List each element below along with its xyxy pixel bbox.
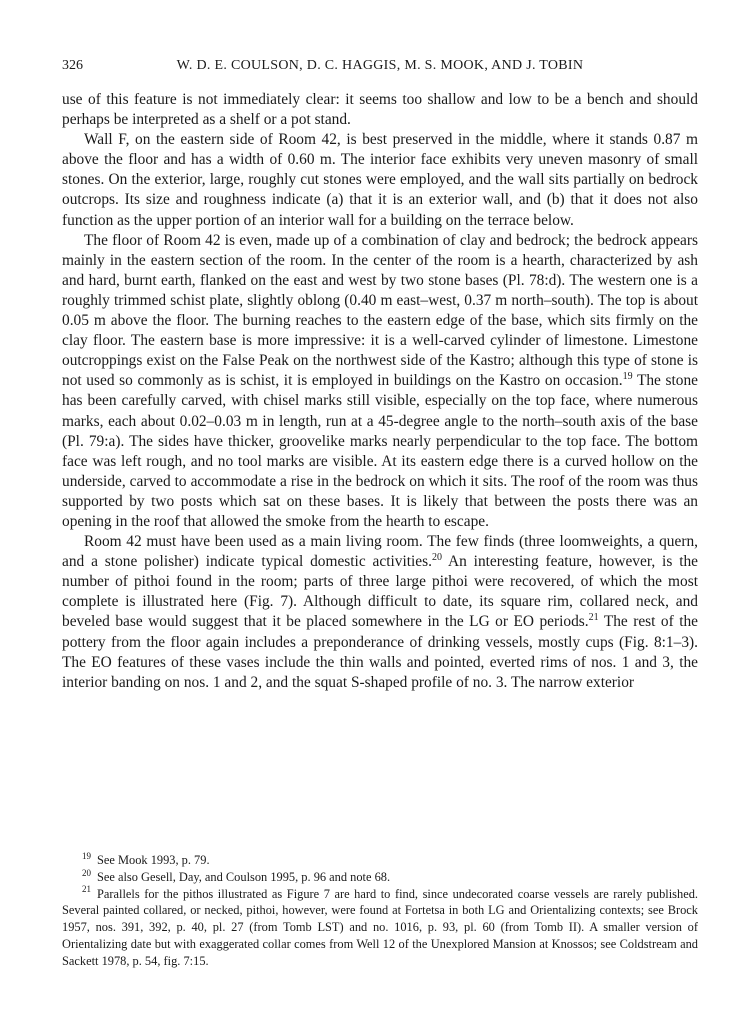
running-head-authors: W. D. E. COULSON, D. C. HAGGIS, M. S. MOOK, AND J. TOBIN [176, 58, 584, 73]
footnote-ref[interactable]: 19 [622, 371, 633, 383]
paragraph [62, 532, 698, 693]
paragraph-text: An interesting feature, however, is the number of pithoi found in the room; parts of three large pithoi were recovered, of which the most complete is illustrated here (Fig. 7). Although difficult to date, its square rim, collared neck, and beveled base would suggest that it be placed somewhere in the LG or EO periods. [62, 553, 698, 631]
footnote-number: 19 [82, 850, 91, 861]
paragraph [62, 231, 698, 532]
body-text [62, 90, 698, 693]
paragraph-text: The stone has been carefully carved, with chisel marks still visible, especially on the top face, where numerous marks, each about 0.02–0.03 m in length, run at a 45-degree angle to the north–south axis of the base (Pl. 79:a). The sides have thicker, groovelike marks nearly perpendicular to the top face. The bottom face was left rough, and no tool marks are visible. At its eastern edge there is a curved hollow on the underside, carved to accommodate a rise in the bedrock on which it sits. The roof of the room was thus supported by two posts which sat on these bases. It is likely that between the posts there was an opening in the roof that allowed the smoke from the hearth to escape. [62, 372, 699, 530]
paragraph-text: use of this feature is not immediately clear: it seems too shallow and low to be a bench and should perhaps be interpreted as a shelf or a pot stand. [62, 91, 698, 129]
footnote-text: See Mook 1993, p. 79. [97, 853, 210, 867]
footnote [62, 869, 698, 886]
footnote [62, 852, 698, 869]
paragraph [62, 130, 698, 230]
footnote-text: See also Gesell, Day, and Coulson 1995, p. 96 and note 68. [97, 869, 391, 884]
footnote-number: 21 [82, 884, 91, 895]
footnote-ref[interactable]: 21 [588, 612, 599, 624]
footnotes [62, 852, 698, 970]
paragraph-text: Room 42 must have been used as a main living room. The few finds (three loomweights, a quern, and a stone polisher) indicate typical domestic activities. [62, 533, 698, 571]
paragraph-text: The rest of the pottery from the floor again includes a preponderance of drinking vessels, mostly cups (Fig. 8:1–3). The EO features of these vases include the thin walls and pointed, everted rims of nos. 1 and 3, the interior banding on nos. 1 and 2, and the squat S-shaped profile of no. 3. The narrow exterior [62, 613, 698, 691]
paragraph-text: The floor of Room 42 is even, made up of a combination of clay and bedrock; the bedrock appears mainly in the eastern section of the room. In the center of the room is a hearth, characterized by ash and hard, burnt earth, flanked on the east and west by two stone bases (Pl. 78:d). The western one is a roughly trimmed schist plate, slightly oblong (0.40 m east–west, 0.37 m north–south). The top is about 0.05 m above the floor. The burning reaches to the eastern edge of the base, which sits firmly on the clay floor. The eastern base is more impressive: it is a well-carved cylinder of limestone. Limestone outcroppings exist on the False Peak on the northwest side of the Kastro; although this type of stone is not used so commonly as is schist, it is employed in buildings on the Kastro on occasion. [62, 231, 698, 390]
page-number: 326 [62, 58, 83, 73]
footnote-ref[interactable]: 20 [431, 552, 442, 564]
footnote-number: 20 [82, 867, 91, 878]
footnote [62, 886, 698, 970]
paragraph-text: Wall F, on the eastern side of Room 42, is best preserved in the middle, where it stands 0.87 m above the floor and has a width of 0.60 m. The interior face exhibits very uneven masonry of small stones. On the exterior, large, roughly cut stones were employed, and the wall sits partially on bedrock outcrops. Its size and roughness indicate (a) that it is an exterior wall, and (b) that it does not also function as the upper portion of an interior wall for a building on the terrace below. [62, 131, 698, 229]
paragraph [62, 90, 698, 130]
running-header [62, 58, 698, 78]
footnote-text: Parallels for the pithos illustrated as Figure 7 are hard to find, since undecorated coarse vessels are rarely published. Several painted collared, or necked, pithoi, however, were found at Fortetsa in both LG and Orientalizing contexts; see Brock 1957, nos. 391, 392, p. 40, pl. 27 (from Tomb LST) and no. 1016, p. 93, pl. 60 (from Tomb II). A smaller version of Orientalizing date but with exaggerated collar comes from Well 12 of the Unexplored Mansion at Knossos; see Coldstream and Sackett 1978, p. 54, fig. 7:15. [62, 886, 698, 968]
